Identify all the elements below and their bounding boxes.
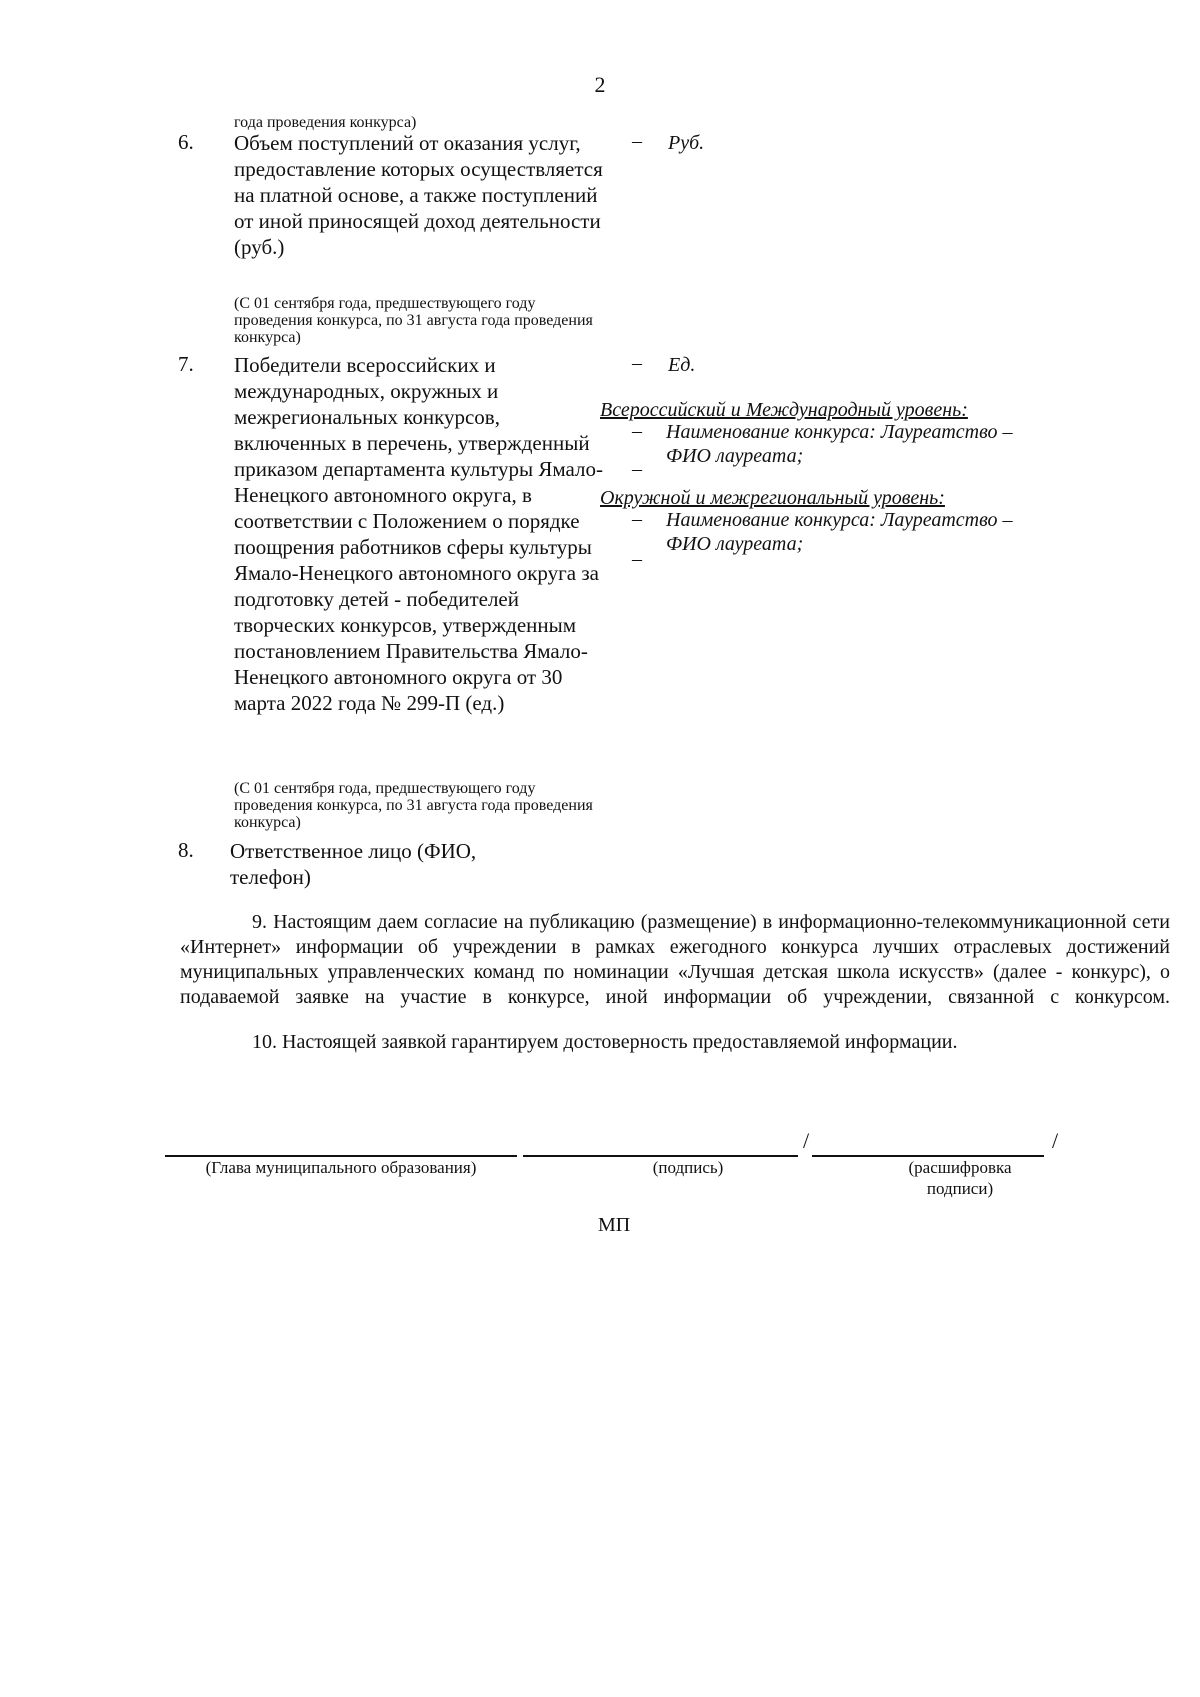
sign-label: (подпись): [652, 1158, 724, 1177]
level-district-dash-2: –: [632, 548, 642, 570]
level-district-dash: –: [632, 508, 642, 530]
item-6-text: Объем поступлений от оказания услуг, предоставление которых осуществляется на платной основе, а также поступлений от иной приносящей доход деятельности (руб.): [234, 131, 603, 259]
item-6-answer-dash: –: [632, 130, 642, 152]
signature-slash-1: /: [803, 1128, 810, 1153]
stamp-placeholder: МП: [598, 1214, 631, 1236]
level-all-russian-entry: Наименование конкурса: Лауреатство – ФИО лауреата;: [666, 421, 1013, 467]
item-7-number: 7.: [178, 352, 194, 376]
level-district-title: Окружной и межрегиональный уровень:: [600, 487, 945, 509]
item-5-note-tail: года проведения конкурса): [234, 114, 417, 131]
item-6-number: 6.: [178, 130, 194, 154]
item-7-answer-dash: –: [632, 352, 642, 374]
item-8-text: Ответственное лицо (ФИО, телефон): [230, 839, 477, 889]
item-6-note: (С 01 сентября года, предшествующего году проведения конкурса, по 31 августа года проведения конкурса): [234, 295, 593, 346]
signature-slash-2: /: [1052, 1128, 1059, 1153]
level-district-entry: Наименование конкурса: Лауреатство – ФИО лауреата;: [666, 509, 1013, 555]
item-7-note: (С 01 сентября года, предшествующего году проведения конкурса, по 31 августа года проведения конкурса): [234, 780, 593, 831]
level-all-russian-title: Всероссийский и Международный уровень:: [600, 399, 968, 421]
item-7-text: Победители всероссийских и международных, окружных и межрегиональных конкурсов, включенных в перечень, утвержденный приказом департамента культуры Ямало-Ненецкого автономного округа, в соответствии с Положением о порядке поощрения работников сферы культуры Ямало-Ненецкого автономного округа за подготовку детей - победителей творческих конкурсов, утвержденным постановлением Правительства Ямало-Ненецкого автономного округа от 30 марта 2022 года № 299-П (ед.): [234, 353, 604, 715]
paragraph-10: 10. Настоящей заявкой гарантируем достоверность предоставляемой информации.: [252, 1031, 958, 1053]
item-8-number: 8.: [178, 838, 194, 862]
paragraph-9-text: 9. Настоящим даем согласие на публикацию (размещение) в информационно-телекоммуникационной сети «Интернет» информации об учреждении в рамках ежегодного конкурса лучших отраслевых достижений муниципальных управленческих команд по номинации «Лучшая детская школа искусств» (далее - конкурс), о подаваемой заявке на участие в конкурсе, иной информации об учреждении, связанной с конкурсом.: [180, 911, 1170, 1008]
item-6-answer: Руб.: [668, 132, 705, 154]
head-label: (Глава муниципального образования): [205, 1158, 477, 1177]
page-number: 2: [594, 72, 606, 97]
decode-label: (расшифровка подписи): [908, 1158, 1012, 1198]
item-7-answer: Ед.: [668, 354, 696, 376]
paragraph-9: [180, 910, 1170, 1010]
level-all-russian-dash: –: [632, 420, 642, 442]
level-all-russian-dash-2: –: [632, 458, 642, 480]
